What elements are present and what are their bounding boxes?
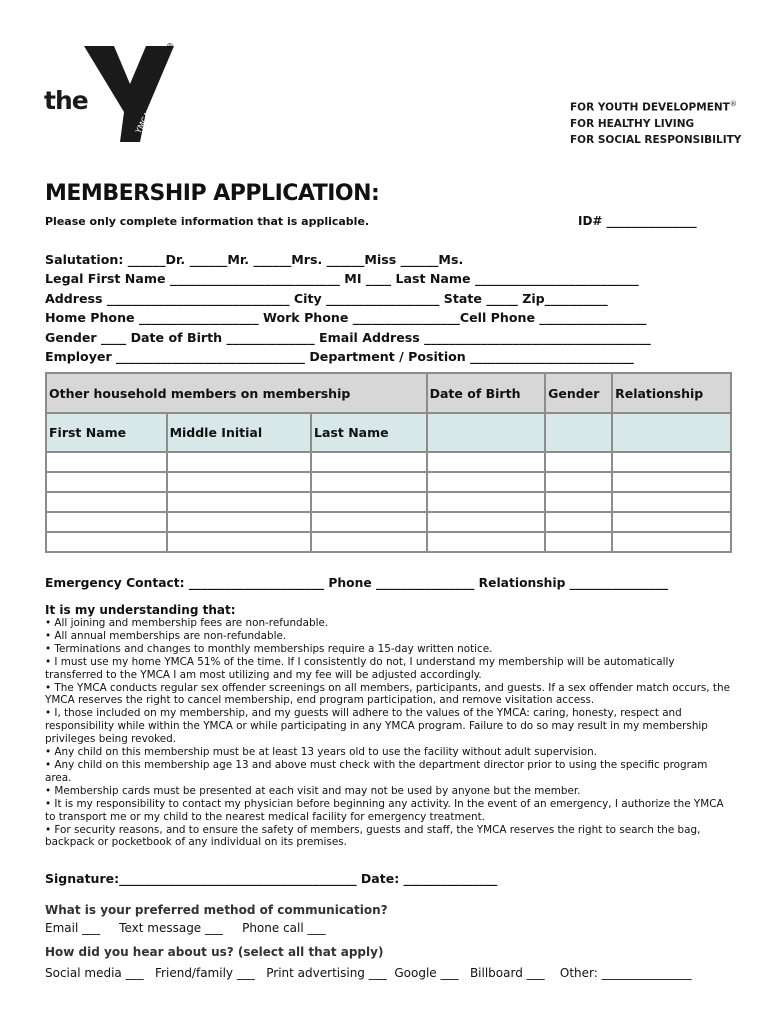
registered-mark: ® bbox=[166, 42, 174, 51]
employer-row[interactable]: Employer ______________________________ Department / Position __________________________ bbox=[45, 348, 634, 364]
list-item: • I, those included on my membership, and my guests will adhere to the values of the YMCA: caring, honesty, respect and responsibility while within the YMCA or while participating in any YMCA program. Failure to do so may result in my membership privileges being revoked. bbox=[45, 707, 708, 746]
table-row[interactable] bbox=[46, 492, 731, 512]
header-date-of-birth: Date of Birth bbox=[427, 373, 546, 413]
list-item: • For security reasons, and to ensure the safety of members, guests and staff, the YMCA reserves the right to search the bag, backpack or pocketbook of any individual on its premises. bbox=[45, 823, 701, 849]
list-item: • All joining and membership fees are non-refundable. bbox=[45, 617, 329, 629]
table-header-row bbox=[46, 373, 731, 413]
logo-ymca-text: YMCA bbox=[133, 110, 153, 135]
table-row[interactable] bbox=[46, 472, 731, 492]
table-row[interactable] bbox=[46, 452, 731, 472]
logo-word: the bbox=[44, 86, 88, 115]
ymca-logo bbox=[44, 40, 174, 150]
id-field[interactable]: ID# _______________ bbox=[578, 214, 697, 228]
address-row[interactable]: Address _____________________________ City __________________ State _____ Zip__________ bbox=[45, 290, 608, 306]
table-row[interactable] bbox=[46, 532, 731, 552]
header-first-name: First Name bbox=[46, 413, 167, 452]
table-subheader-row bbox=[46, 413, 731, 452]
list-item: • All annual memberships are non-refundable. bbox=[45, 629, 287, 642]
tagline-line-3: FOR SOCIAL RESPONSIBILITY bbox=[570, 133, 742, 146]
list-item: • Any child on this membership must be at least 13 years old to use the facility without adult supervision. bbox=[45, 746, 597, 759]
communication-question: What is your preferred method of communication? bbox=[45, 903, 388, 917]
header-last-name: Last Name bbox=[311, 413, 427, 452]
name-row[interactable]: Legal First Name ___________________________ MI ____ Last Name __________________________ bbox=[45, 271, 639, 287]
understanding-section bbox=[45, 603, 730, 849]
gender-dob-email-row[interactable]: Gender ____ Date of Birth ______________ Email Address ____________________________________ bbox=[45, 329, 651, 345]
emergency-contact-row[interactable]: Emergency Contact: ______________________ Phone ________________ Relationship ________________ bbox=[45, 576, 669, 590]
communication-options[interactable]: Email ___ Text message ___ Phone call ___ bbox=[45, 921, 326, 935]
header-middle-initial: Middle Initial bbox=[167, 413, 311, 452]
list-item: • Membership cards must be presented at each visit and may not be used by anyone but the member. bbox=[45, 784, 581, 797]
header-gender: Gender bbox=[545, 373, 612, 413]
household-members-table bbox=[45, 372, 732, 553]
list-item: • It is my responsibility to contact my physician before beginning any activity. In the event of an emergency, I authorize the YMCA to transport me or my child to the nearest medical facility for emergency treatment. bbox=[45, 797, 724, 823]
signature-date-row[interactable]: Signature:______________________________________ Date: _______________ bbox=[45, 871, 498, 886]
referral-question: How did you hear about us? (select all that apply) bbox=[45, 945, 384, 959]
tagline-line-2: FOR HEALTHY LIVING bbox=[570, 117, 695, 130]
referral-options[interactable]: Social media ___ Friend/family ___ Print advertising ___ Google ___ Billboard ___ Other: _______________ bbox=[45, 966, 692, 980]
list-item: • Terminations and changes to monthly memberships require a 15-day written notice. bbox=[45, 642, 493, 655]
list-item: • Any child on this membership age 13 and above must check with the department director prior to using the specific program area. bbox=[45, 758, 708, 784]
salutation-row[interactable]: Salutation: ______Dr. ______Mr. ______Mrs. ______Miss ______Ms. bbox=[45, 252, 464, 267]
header-household-members: Other household members on membership bbox=[46, 373, 427, 413]
page-title: MEMBERSHIP APPLICATION: bbox=[45, 181, 380, 206]
member-fields bbox=[45, 250, 730, 366]
list-item: • The YMCA conducts regular sex offender screenings on all members, participants, and guests. If a sex offender match occurs, the YMCA reserves the right to cancel membership, end program participation, and remove visitation access. bbox=[45, 681, 730, 707]
subtitle: Please only complete information that is applicable. bbox=[45, 215, 370, 228]
tagline-line-1: FOR YOUTH DEVELOPMENT® bbox=[570, 100, 737, 114]
tagline bbox=[570, 96, 741, 148]
ymca-y-mark bbox=[80, 40, 175, 145]
phone-row[interactable]: Home Phone ___________________ Work Phone _________________Cell Phone _________________ bbox=[45, 310, 647, 326]
understanding-heading: It is my understanding that: bbox=[45, 603, 236, 617]
table-row[interactable] bbox=[46, 512, 731, 532]
list-item: • I must use my home YMCA 51% of the time. If I consistently do not, I understand my membership will be automatically transferred to the YMCA I am most utilizing and my fee will be adjusted accordingly. bbox=[45, 655, 675, 681]
header-relationship: Relationship bbox=[612, 373, 731, 413]
